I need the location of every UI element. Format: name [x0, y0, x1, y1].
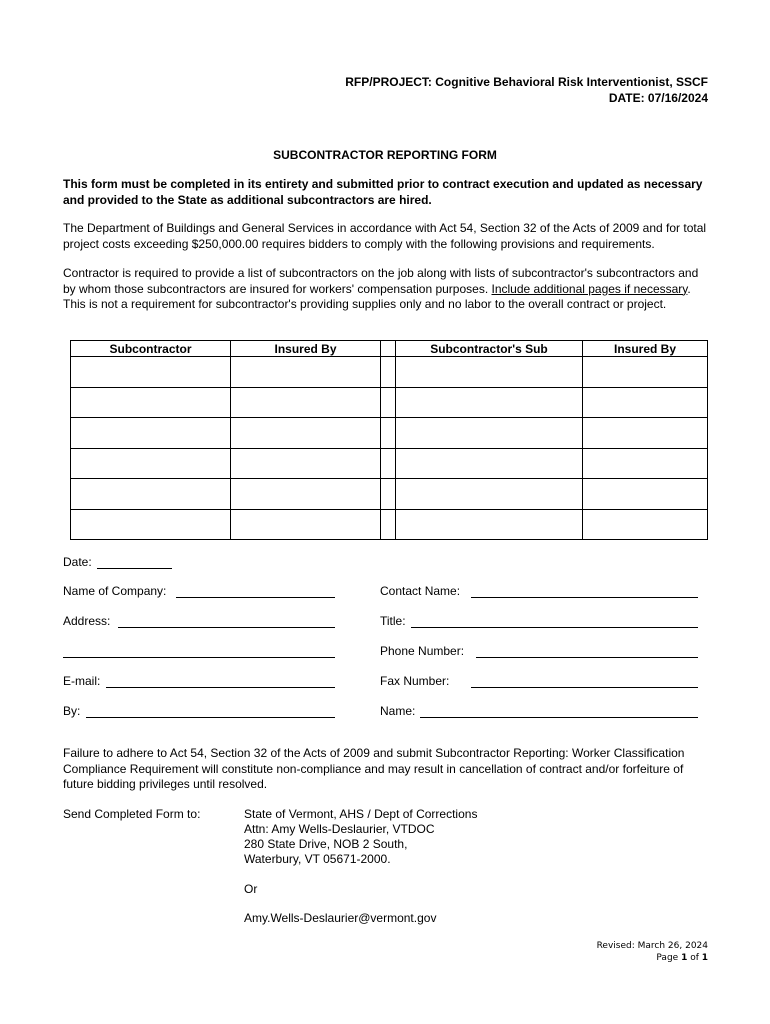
table-cell[interactable]: [231, 509, 381, 540]
page-of: of: [687, 953, 702, 963]
by-field[interactable]: [86, 717, 335, 718]
page-current: 1: [681, 953, 688, 963]
table-cell[interactable]: [583, 418, 708, 449]
date-label: Date:: [63, 555, 92, 569]
dept-paragraph: The Department of Buildings and General Services in accordance with Act 54, Section 32 of the Acts of 2009 and for total project costs exceeding $250,000.00 requires bidders to comply with the following provisions and requirements.: [63, 221, 707, 251]
by-label: By:: [63, 704, 81, 718]
form-title: SUBCONTRACTOR REPORTING FORM: [273, 148, 497, 162]
name-field[interactable]: [420, 717, 698, 718]
intro-paragraph: This form must be completed in its entirety and submitted prior to contract execution and updated as necessary and provided to the State as additional subcontractors are hired.: [63, 177, 703, 207]
title-field[interactable]: [411, 627, 698, 628]
email-field[interactable]: [106, 687, 335, 688]
table-cell[interactable]: [583, 448, 708, 479]
contractor-text-1: Contractor is required to provide a list of subcontractors on the job along with lists of subcontractor's subcontractors and by whom those subcontractors are insured for workers' compensation purposes.: [63, 266, 699, 296]
revised-date: Revised: March 26, 2024: [596, 941, 708, 951]
table-row: [71, 418, 708, 449]
table-cell[interactable]: [231, 357, 381, 388]
col-subcontractors-sub: Subcontractor's Sub: [396, 341, 583, 357]
table-cell[interactable]: [71, 418, 231, 449]
failure-paragraph: Failure to adhere to Act 54, Section 32 of the Acts of 2009 and submit Subcontractor Reporting: Worker Classification Compliance Requirement will constitute non-compliance and may result in cancellation of contract and/or forfeiture of future bidding privileges until resolved.: [63, 746, 685, 791]
contact-label: Contact Name:: [380, 584, 461, 598]
col-spacer: [381, 341, 396, 357]
table-cell[interactable]: [583, 387, 708, 418]
fax-field[interactable]: [471, 687, 698, 688]
table-row: [71, 479, 708, 510]
table-row: [71, 509, 708, 540]
table-row: [71, 357, 708, 388]
send-address-line-4: Waterbury, VT 05671-2000.: [244, 852, 391, 866]
table-cell[interactable]: [71, 387, 231, 418]
send-address-line-1: State of Vermont, AHS / Dept of Corrections: [244, 807, 478, 821]
table-row: [71, 387, 708, 418]
table-spacer-cell: [381, 418, 396, 449]
date-line: DATE: 07/16/2024: [608, 91, 708, 105]
table-cell[interactable]: [583, 479, 708, 510]
send-or: Or: [244, 882, 258, 896]
page-number: [656, 952, 708, 964]
address-field[interactable]: [118, 627, 335, 628]
date-field[interactable]: [97, 568, 172, 569]
table-spacer-cell: [381, 509, 396, 540]
table-cell[interactable]: [231, 418, 381, 449]
table-spacer-cell: [381, 479, 396, 510]
address-line-2-field[interactable]: [63, 657, 335, 658]
subcontractor-table: [70, 340, 708, 540]
send-label: Send Completed Form to:: [63, 807, 201, 821]
project-line: RFP/PROJECT: Cognitive Behavioral Risk Interventionist, SSCF: [345, 75, 708, 89]
table-cell[interactable]: [396, 387, 583, 418]
table-cell[interactable]: [231, 479, 381, 510]
contractor-text-2: . This is not a requirement for subcontractor's providing supplies only and no labor to the overall contract or project.: [63, 281, 691, 311]
email-label: E-mail:: [63, 674, 101, 688]
table-cell[interactable]: [71, 357, 231, 388]
table-cell[interactable]: [396, 509, 583, 540]
phone-field[interactable]: [476, 657, 698, 658]
page-total: 1: [701, 953, 708, 963]
table-spacer-cell: [381, 357, 396, 388]
table-spacer-cell: [381, 387, 396, 418]
table-cell[interactable]: [231, 387, 381, 418]
title-label: Title:: [380, 614, 406, 628]
table-cell[interactable]: [396, 357, 583, 388]
col-insured-by: Insured By: [231, 341, 381, 357]
col-sub-insured-by: Insured By: [583, 341, 708, 357]
company-field[interactable]: [176, 597, 335, 598]
send-email: Amy.Wells-Deslaurier@vermont.gov: [244, 911, 437, 925]
table-cell[interactable]: [396, 418, 583, 449]
table-cell[interactable]: [583, 357, 708, 388]
name-label: Name:: [380, 704, 416, 718]
table-cell[interactable]: [583, 509, 708, 540]
phone-label: Phone Number:: [380, 644, 465, 658]
table-header-row: [71, 341, 708, 357]
additional-pages-note: Include additional pages if necessary: [491, 281, 688, 296]
page-prefix: Page: [656, 953, 682, 963]
table-cell[interactable]: [71, 509, 231, 540]
contact-field[interactable]: [471, 597, 698, 598]
table-row: [71, 448, 708, 479]
table-cell[interactable]: [396, 479, 583, 510]
table-cell[interactable]: [231, 448, 381, 479]
table-spacer-cell: [381, 448, 396, 479]
contractor-paragraph: [63, 266, 713, 313]
send-address-line-2: Attn: Amy Wells-Deslaurier, VTDOC: [244, 822, 435, 836]
send-address-line-3: 280 State Drive, NOB 2 South,: [244, 837, 408, 851]
table-cell[interactable]: [71, 479, 231, 510]
table-cell[interactable]: [71, 448, 231, 479]
table-cell[interactable]: [396, 448, 583, 479]
fax-label: Fax Number:: [380, 674, 450, 688]
company-label: Name of Company:: [63, 584, 167, 598]
address-label: Address:: [63, 614, 111, 628]
col-subcontractor: Subcontractor: [71, 341, 231, 357]
